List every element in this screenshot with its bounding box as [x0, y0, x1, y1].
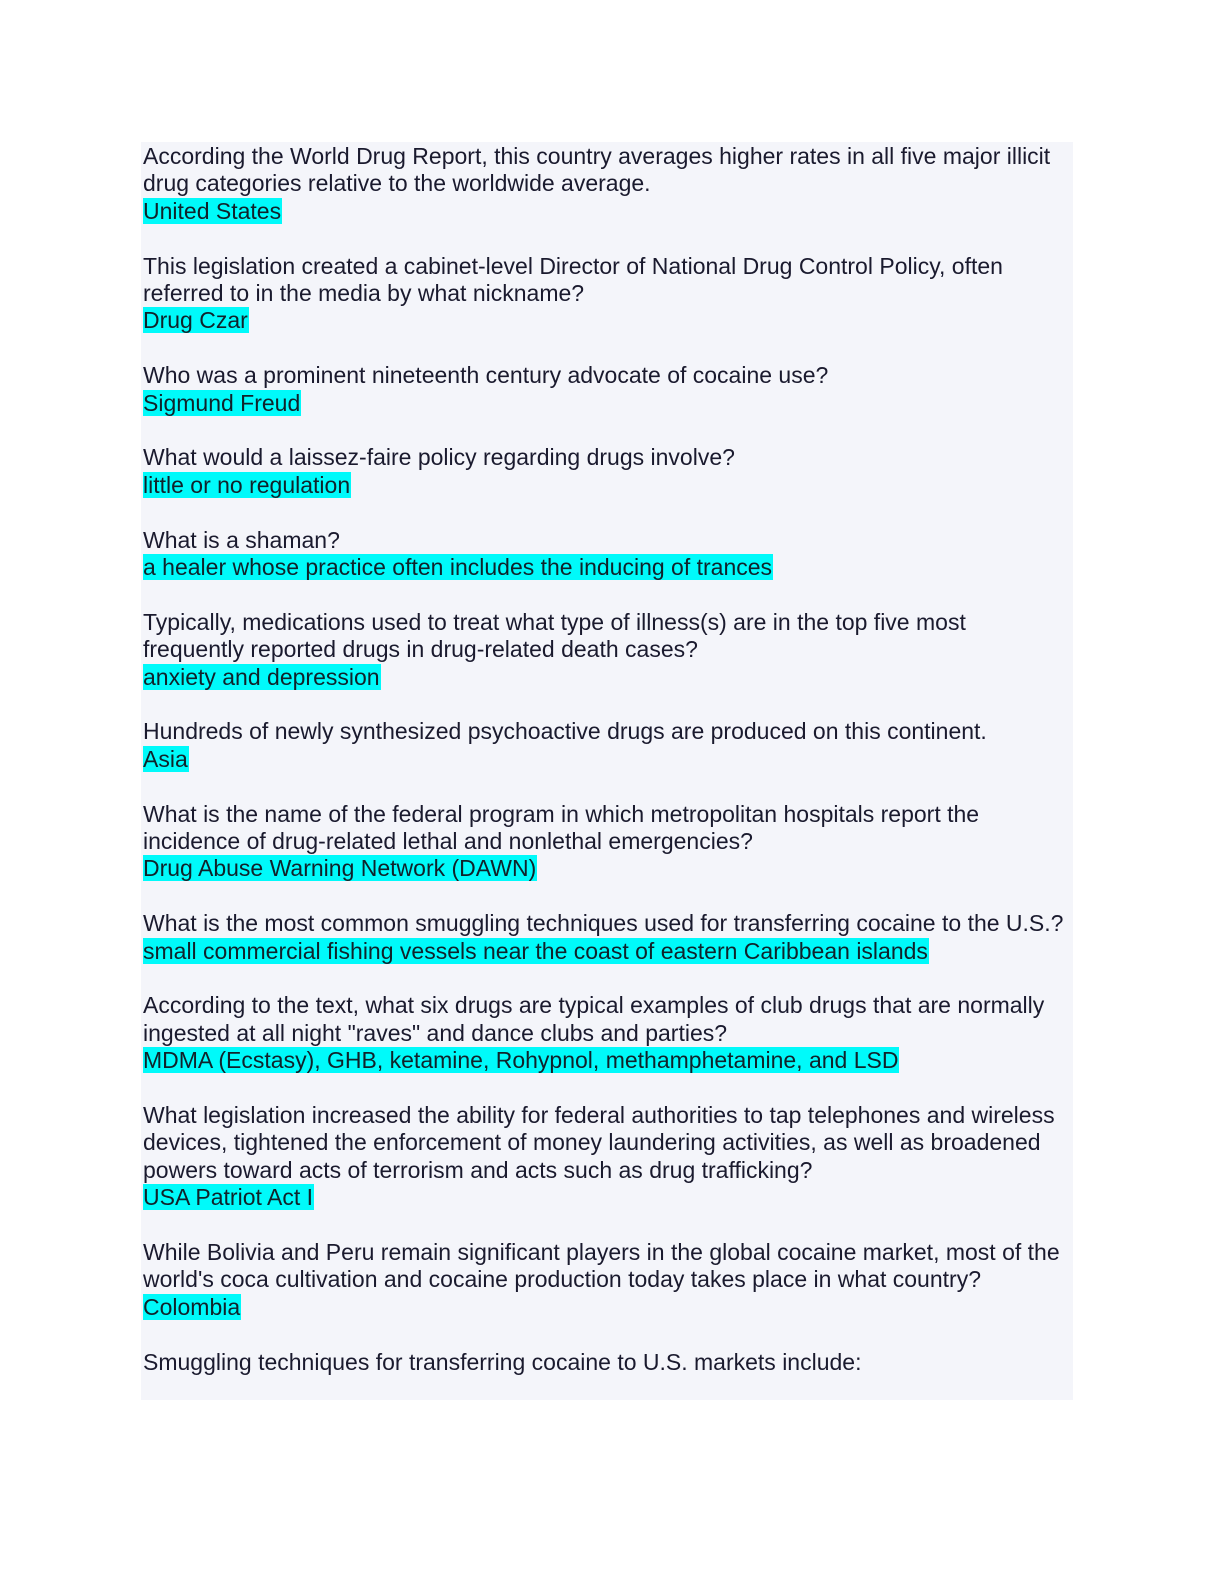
answer-highlight: Drug Abuse Warning Network (DAWN)	[143, 855, 537, 882]
question-text: What would a laissez-faire policy regarding drugs involve?	[143, 444, 735, 471]
question-text: This legislation created a cabinet-level Director of National Drug Control Policy, often referred to in the media by what nickname?	[143, 252, 1003, 307]
qa-list	[143, 143, 1068, 1400]
qa-item	[143, 362, 1068, 417]
question-text: Smuggling techniques for transferring cocaine to U.S. markets include:	[143, 1348, 862, 1375]
qa-item	[143, 718, 1068, 773]
qa-item	[143, 801, 1068, 883]
answer-highlight: MDMA (Ecstasy), GHB, ketamine, Rohypnol, methamphetamine, and LSD	[143, 1047, 899, 1074]
answer-highlight: Sigmund Freud	[143, 389, 301, 416]
qa-item	[143, 1349, 1068, 1376]
answer-highlight: United States	[143, 197, 282, 224]
qa-item	[143, 609, 1068, 691]
question-text: What is a shaman?	[143, 526, 340, 553]
qa-item	[143, 910, 1068, 965]
question-text: While Bolivia and Peru remain significant players in the global cocaine market, most of the world's coca cultivation and cocaine production today takes place in what country?	[143, 1239, 1060, 1293]
qa-item	[143, 143, 1068, 225]
question-text: What legislation increased the ability for federal authorities to tap telephones and wireless devices, tightened the enforcement of money laundering activities, as well as broadened powers toward acts of terrorism and acts such as drug trafficking?	[143, 1102, 1055, 1183]
document-content-block	[141, 142, 1073, 1400]
answer-highlight: Drug Czar	[143, 307, 248, 334]
question-text: What is the name of the federal program in which metropolitan hospitals report the incidence of drug-related lethal and nonlethal emergencies?	[143, 800, 980, 855]
question-text: Who was a prominent nineteenth century advocate of cocaine use?	[143, 362, 829, 389]
qa-item	[143, 527, 1068, 582]
answer-highlight: small commercial fishing vessels near the coast of eastern Caribbean islands	[143, 937, 928, 964]
qa-item	[143, 1239, 1068, 1321]
qa-item	[143, 992, 1068, 1074]
answer-highlight: anxiety and depression	[143, 663, 380, 690]
answer-highlight: USA Patriot Act I	[143, 1184, 314, 1211]
answer-highlight: little or no regulation	[143, 471, 351, 498]
qa-item	[143, 1102, 1068, 1212]
answer-highlight: a healer whose practice often includes the inducing of trances	[143, 554, 773, 581]
answer-highlight: Asia	[143, 745, 188, 772]
question-text: What is the most common smuggling techniques used for transferring cocaine to the U.S.?	[143, 910, 1064, 937]
question-text: According the World Drug Report, this country averages higher rates in all five major illicit drug categories relative to the worldwide average.	[143, 143, 1051, 197]
qa-item	[143, 253, 1068, 335]
question-text: Hundreds of newly synthesized psychoactive drugs are produced on this continent.	[143, 718, 987, 745]
answer-highlight: Colombia	[143, 1293, 241, 1320]
qa-item	[143, 444, 1068, 499]
question-text: According to the text, what six drugs are typical examples of club drugs that are normally ingested at all night "raves" and dance clubs and parties?	[143, 992, 1045, 1046]
question-text: Typically, medications used to treat what type of illness(s) are in the top five most frequently reported drugs in drug-related death cases?	[143, 608, 966, 663]
